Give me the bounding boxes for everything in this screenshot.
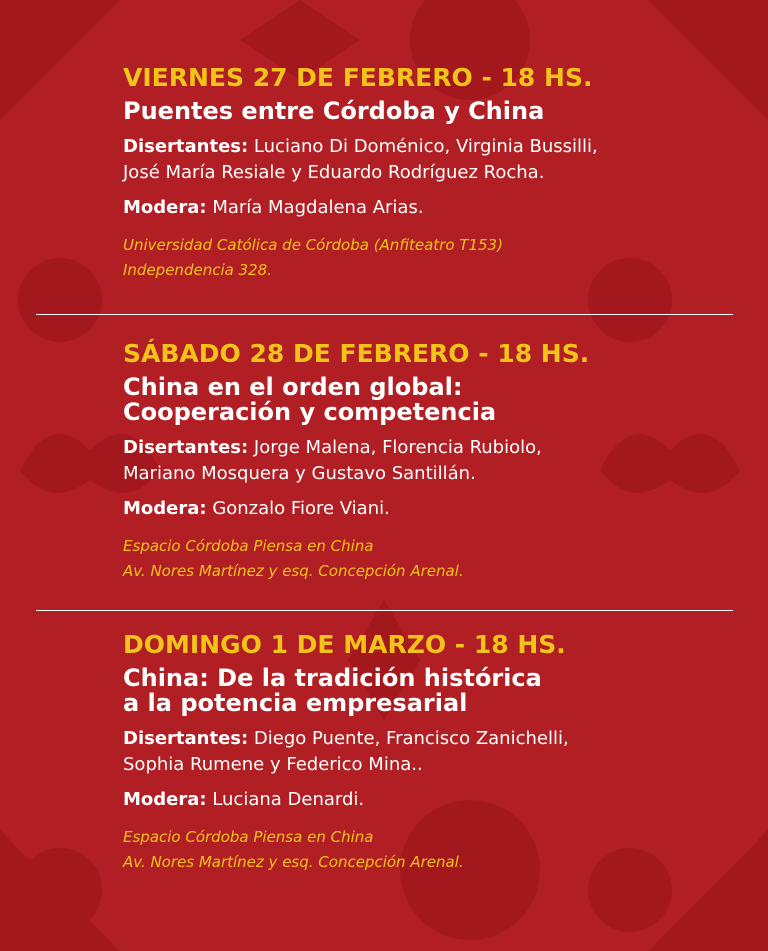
venue-line: Universidad Católica de Córdoba (Anfiteatro T153) [123, 236, 503, 254]
moderator-name: María Magdalena Arias. [206, 197, 424, 218]
speakers-line: Jorge Malena, Florencia Rubiolo, [248, 437, 542, 458]
speakers-label: Disertantes: [123, 728, 249, 749]
event-moderator [123, 496, 743, 522]
event-1 [123, 63, 743, 283]
event-date: VIERNES 27 DE FEBRERO - 18 HS. [123, 63, 593, 92]
moderator-label: Modera: [123, 197, 207, 218]
venue-line: Av. Nores Martínez y esq. Concepción Arenal. [123, 853, 464, 871]
title-line: a la potencia empresarial [123, 689, 468, 717]
speakers-label: Disertantes: [123, 136, 249, 157]
speakers-line: José María Resiale y Eduardo Rodríguez Rocha. [123, 162, 545, 183]
moderator-name: Luciana Denardi. [206, 789, 365, 810]
venue-line: Av. Nores Martínez y esq. Concepción Arenal. [123, 562, 464, 580]
event-moderator [123, 195, 743, 221]
speakers-line: Sophia Rumene y Federico Mina.. [123, 754, 423, 775]
venue-line: Espacio Córdoba Piensa en China [123, 537, 374, 555]
title-line: Puentes entre Córdoba y China [123, 97, 545, 125]
event-venue [123, 534, 743, 584]
speakers-line: Mariano Mosquera y Gustavo Santillán. [123, 463, 476, 484]
event-venue [123, 825, 743, 875]
event-speakers [123, 134, 743, 186]
moderator-label: Modera: [123, 498, 207, 519]
event-2 [123, 339, 743, 584]
event-date: SÁBADO 28 DE FEBRERO - 18 HS. [123, 339, 590, 368]
event-title [123, 99, 743, 124]
divider [36, 314, 733, 315]
event-title [123, 375, 743, 425]
event-title [123, 666, 743, 716]
speakers-line: Diego Puente, Francisco Zanichelli, [248, 728, 569, 749]
event-moderator [123, 787, 743, 813]
event-3 [123, 630, 743, 875]
title-line: China en el orden global: [123, 373, 463, 401]
venue-line: Espacio Córdoba Piensa en China [123, 828, 374, 846]
title-line: Cooperación y competencia [123, 398, 497, 426]
speakers-label: Disertantes: [123, 437, 249, 458]
event-venue [123, 233, 743, 283]
title-line: China: De la tradición histórica [123, 664, 542, 692]
speakers-line: Luciano Di Doménico, Virginia Bussilli, [248, 136, 598, 157]
moderator-name: Gonzalo Fiore Viani. [206, 498, 390, 519]
event-speakers [123, 435, 743, 487]
event-speakers [123, 726, 743, 778]
venue-line: Independencia 328. [123, 261, 272, 279]
event-date: DOMINGO 1 DE MARZO - 18 HS. [123, 630, 566, 659]
divider [36, 610, 733, 611]
moderator-label: Modera: [123, 789, 207, 810]
